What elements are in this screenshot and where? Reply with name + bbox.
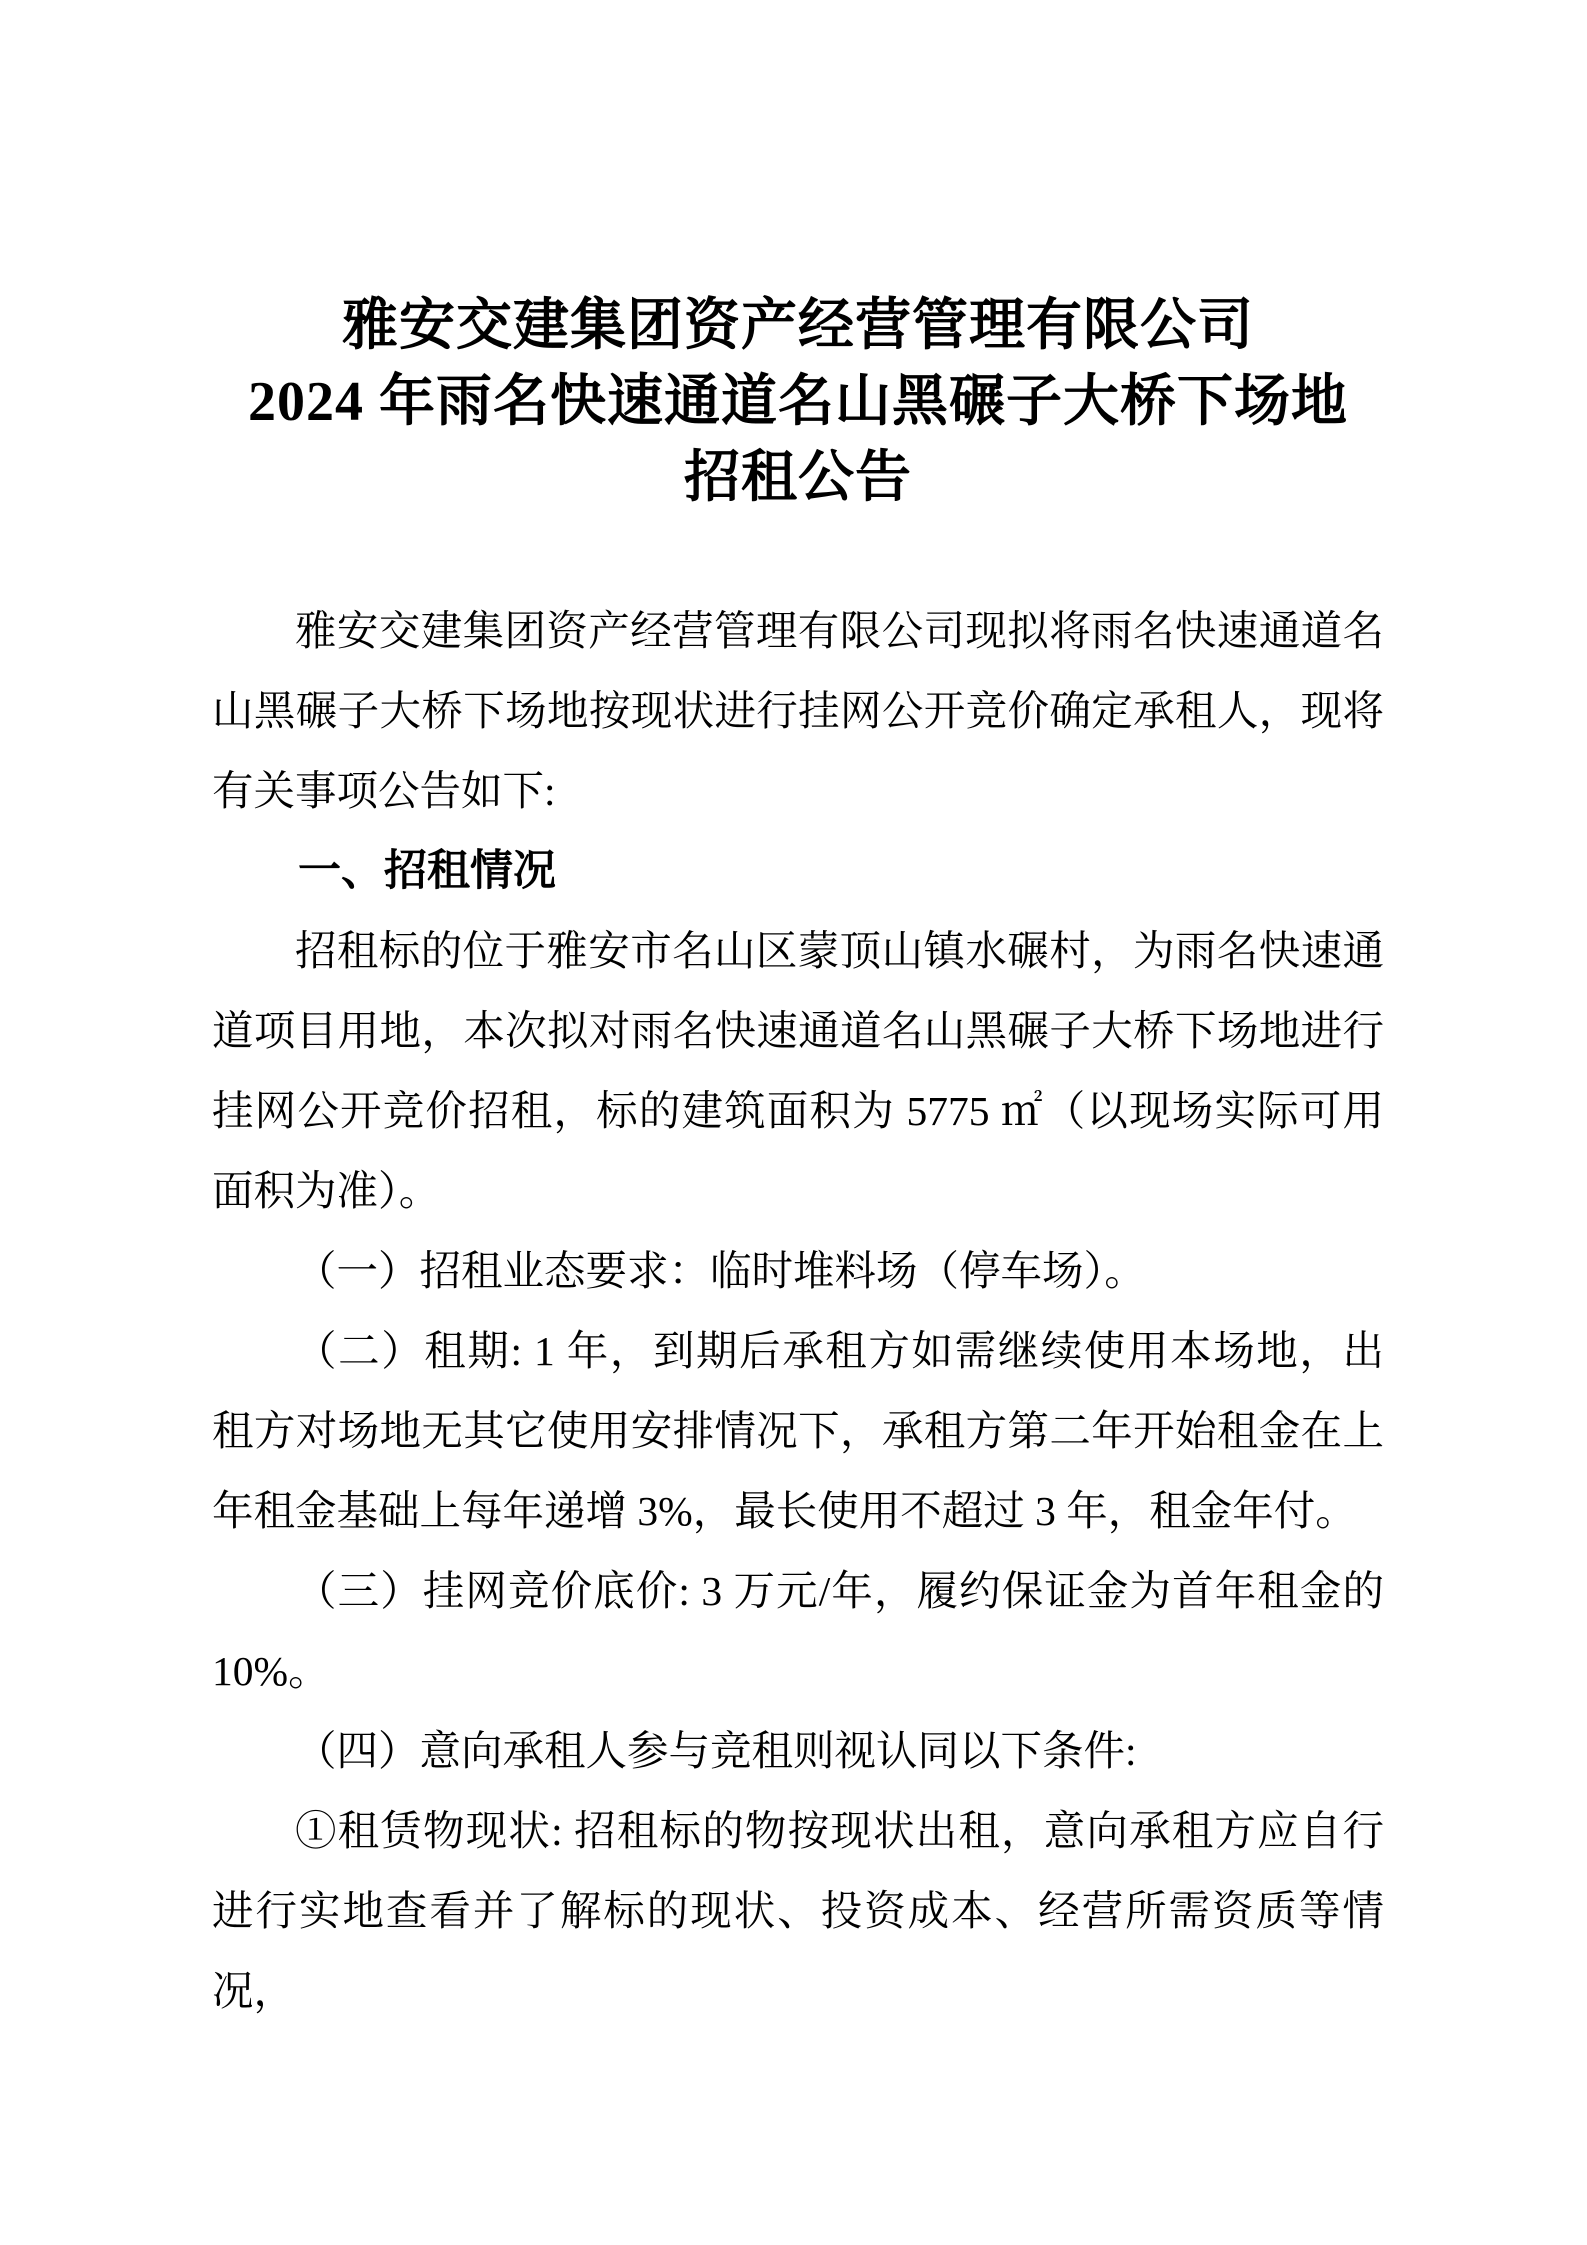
- paragraph: 招租标的位于雅安市名山区蒙顶山镇水碾村，为雨名快速通道项目用地，本次拟对雨名快速通道名山黑碾子大桥下场地进行挂网公开竞价招租，标的建筑面积为 5775 ㎡（以现场实际可用面积为准）。: [212, 928, 1384, 1214]
- title-line-project: 2024 年雨名快速通道名山黑碾子大桥下场地: [248, 371, 1348, 433]
- paragraph: 雅安交建集团资产经营管理有限公司现拟将雨名快速通道名山黑碾子大桥下场地按现状进行挂网公开竞价确定承租人，现将有关事项公告如下:: [212, 608, 1384, 814]
- document-content: [212, 288, 1384, 2031]
- paragraph: （二）租期: 1 年，到期后承租方如需继续使用本场地，出租方对场地无其它使用安排情况下，承租方第二年开始租金在上年租金基础上每年递增 3%，最长使用不超过 3 年，租金年付。: [212, 1328, 1384, 1534]
- paragraph: （四）意向承租人参与竞租则视认同以下条件:: [295, 1728, 1137, 1774]
- title-line-notice: 招租公告: [684, 447, 912, 509]
- paragraph-list: [212, 591, 1384, 2031]
- paragraph: （三）挂网竞价底价: 3 万元/年，履约保证金为首年租金的 10%。: [212, 1568, 1384, 1694]
- title-line-company: 雅安交建集团资产经营管理有限公司: [342, 295, 1254, 357]
- paragraph: （一）招租业态要求：临时堆料场（停车场）。: [295, 1248, 1146, 1294]
- paragraph: ①租赁物现状: 招租标的物按现状出租，意向承租方应自行进行实地查看并了解标的现状、投资成本、经营所需资质等情况，: [212, 1808, 1384, 2014]
- document-title: [212, 288, 1384, 516]
- section-heading: 一、招租情况: [298, 847, 556, 895]
